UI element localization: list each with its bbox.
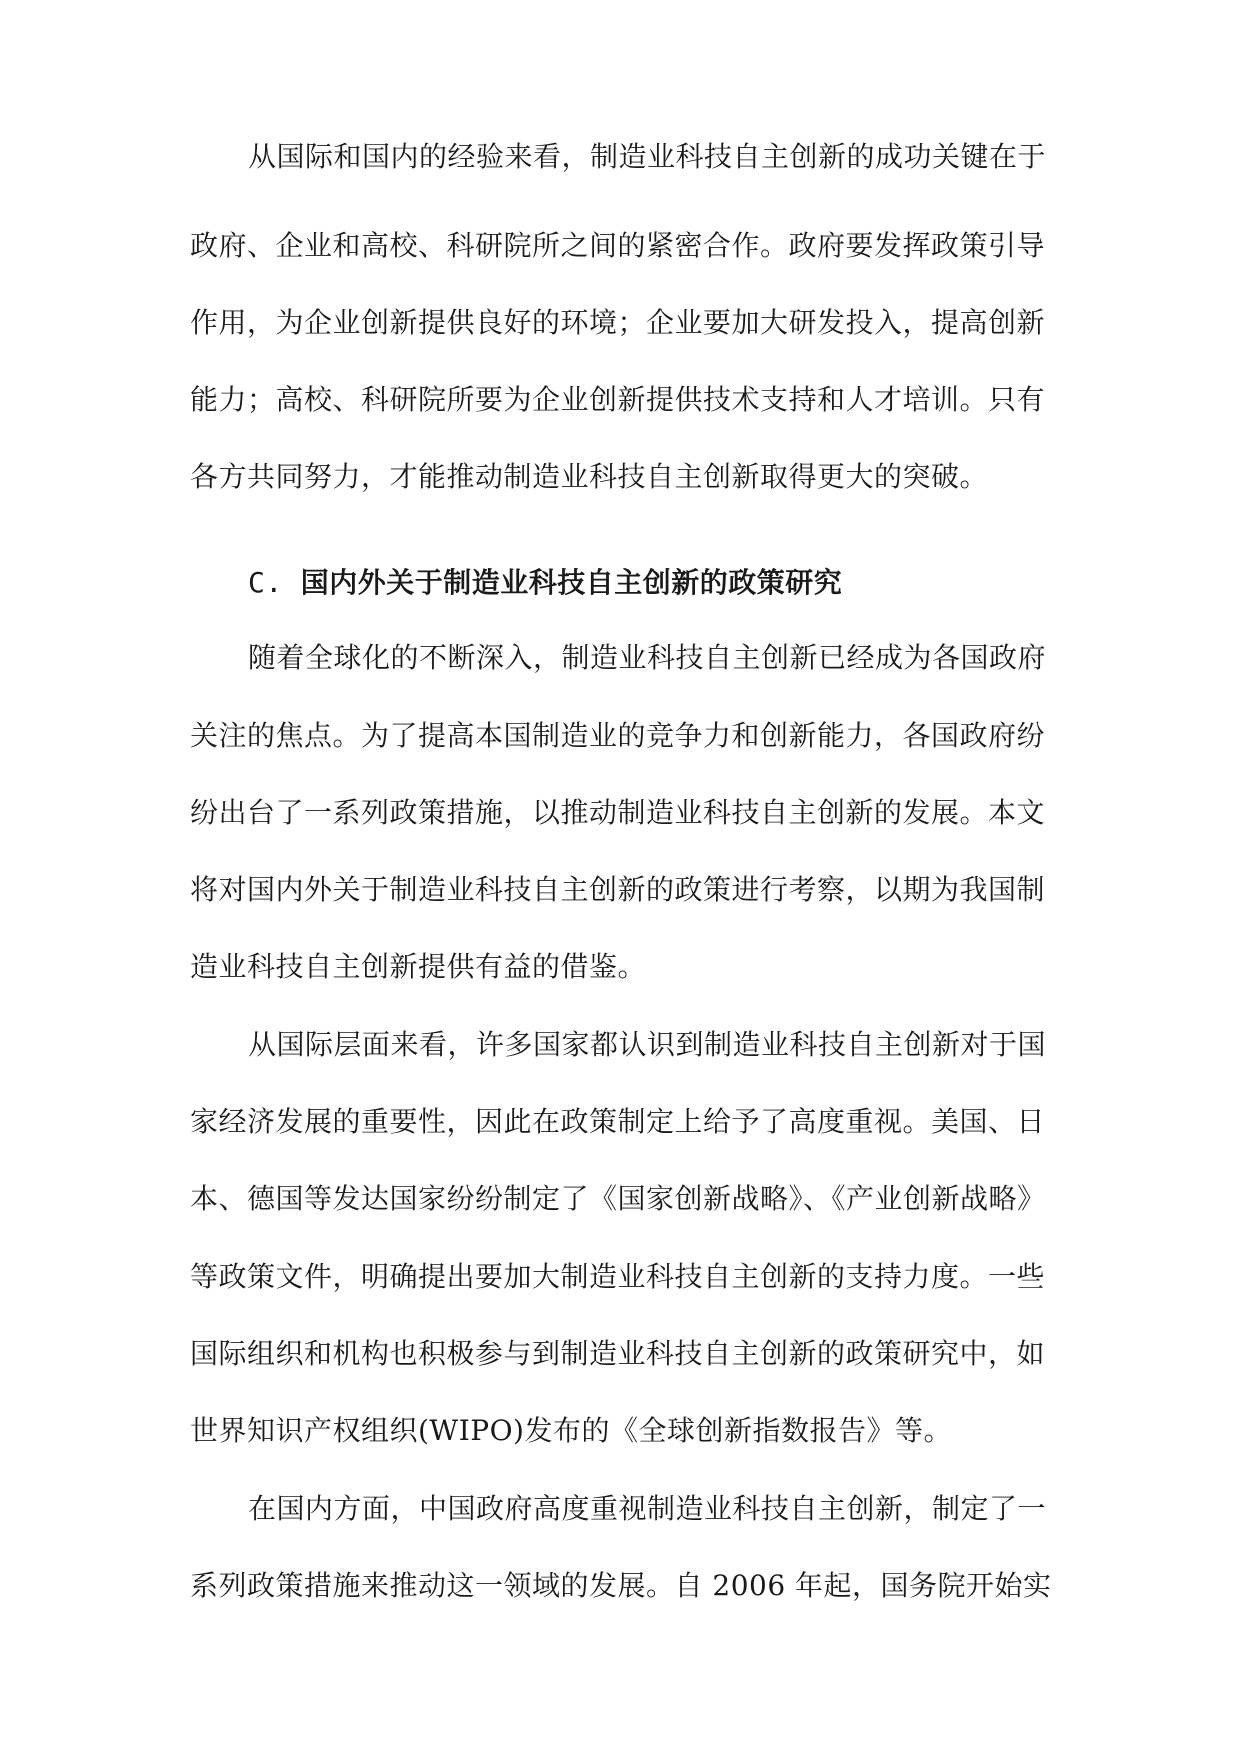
paragraph-line: 世界知识产权组织(WIPO)发布的《全球创新指数报告》等。 [190,1414,952,1447]
paragraph-line: 系列政策措施来推动这一领域的发展。自 2006 年起，国务院开始实 [190,1569,1052,1602]
section-title: 国内外关于制造业科技自主创新的政策研究 [300,566,843,599]
paragraph-line: 将对国内外关于制造业科技自主创新的政策进行考察，以期为我国制 [190,873,1046,906]
paragraph-line: 国际组织和机构也积极参与到制造业科技自主创新的政策研究中，如 [190,1337,1046,1370]
paragraph-line: 家经济发展的重要性，因此在政策制定上给予了高度重视。美国、日 [190,1105,1046,1138]
paragraph-line: 从国际层面来看，许多国家都认识到制造业科技自主创新对于国 [248,1028,1047,1061]
paragraph-line: 作用，为企业创新提供良好的环境；企业要加大研发投入，提高创新 [190,306,1046,339]
paragraph-line: 关注的焦点。为了提高本国制造业的竞争力和创新能力，各国政府纷 [190,719,1046,752]
paragraph-line: 政府、企业和高校、科研院所之间的紧密合作。政府要发挥政策引导 [190,229,1046,262]
paragraph-line: 在国内方面，中国政府高度重视制造业科技自主创新，制定了一 [248,1492,1047,1525]
paragraph-line: 从国际和国内的经验来看，制造业科技自主创新的成功关键在于 [248,140,1047,173]
section-heading [248,566,842,600]
section-label: C. [248,566,283,599]
paragraph-line: 各方共同努力，才能推动制造业科技自主创新取得更大的突破。 [190,460,989,493]
paragraph-line: 能力；高校、科研院所要为企业创新提供技术支持和人才培训。只有 [190,383,1046,416]
paragraph-line: 造业科技自主创新提供有益的借鉴。 [190,950,647,983]
paragraph-line: 随着全球化的不断深入，制造业科技自主创新已经成为各国政府 [248,641,1047,674]
paragraph-line: 纷出台了一系列政策措施，以推动制造业科技自主创新的发展。本文 [190,796,1046,829]
paragraph-line: 等政策文件，明确提出要加大制造业科技自主创新的支持力度。一些 [190,1260,1046,1293]
paragraph-line: 本、德国等发达国家纷纷制定了《国家创新战略》、《产业创新战略》 [190,1182,1046,1215]
